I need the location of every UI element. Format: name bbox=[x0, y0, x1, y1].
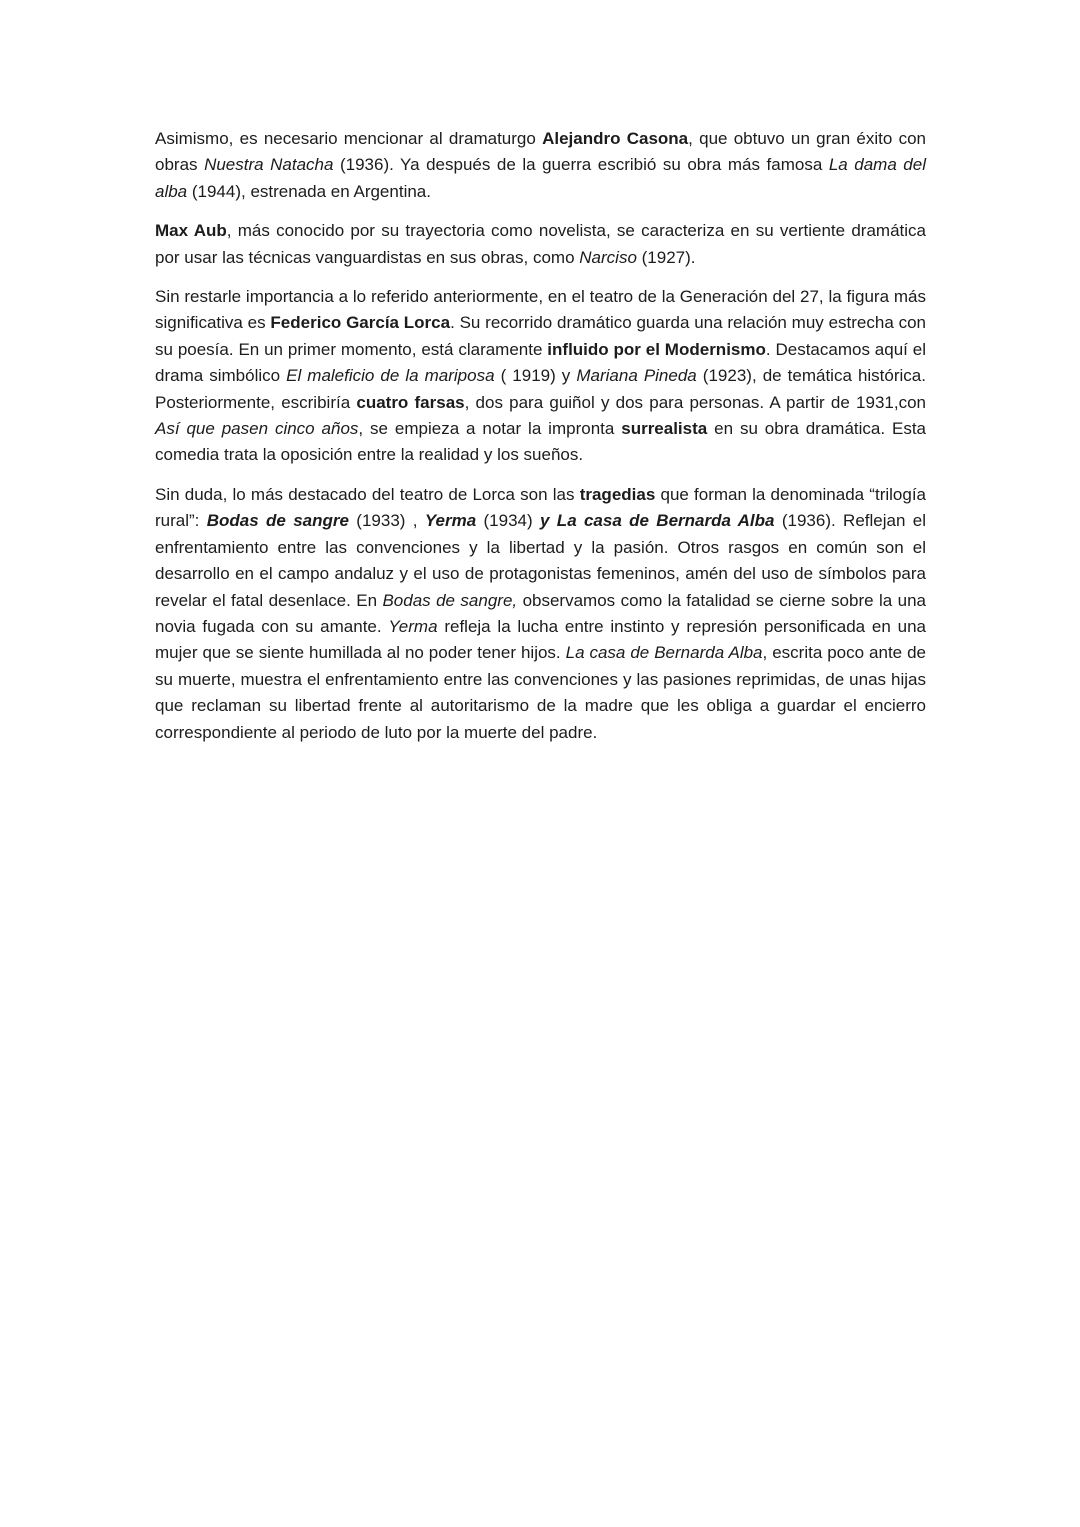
emphasis-bold: Alejandro Casona bbox=[542, 129, 689, 148]
text-run: Asimismo, es necesario mencionar al dramaturgo bbox=[155, 129, 543, 148]
emphasis-italic: Mariana Pineda bbox=[576, 366, 697, 386]
text-run: , dos para guiñol y dos para personas. A partir de 1931,con bbox=[464, 392, 926, 412]
text-run: . Su recorrido dramático guarda una relación muy estrecha con su poesía. En un primer momento, está claramente bbox=[155, 313, 926, 359]
document-body bbox=[155, 126, 926, 759]
emphasis-bold: surrealista bbox=[621, 419, 708, 439]
text-run: (1933) , bbox=[348, 511, 425, 531]
emphasis-italic: Yerma bbox=[388, 616, 438, 636]
text-run: . Destacamos aquí el drama simbólico bbox=[155, 339, 926, 386]
text-run: que forman la denominada “trilogía rural”: bbox=[155, 484, 926, 531]
emphasis-bold: influido por el Modernismo bbox=[547, 339, 766, 359]
text-run: Sin duda, lo más destacado del teatro de Lorca son las bbox=[155, 484, 580, 504]
text-run: (1927). bbox=[636, 247, 696, 267]
paragraph-lorca-overview bbox=[155, 284, 926, 469]
text-run: (1944), estrenada en Argentina. bbox=[187, 181, 431, 201]
emphasis-italic: El maleficio de la mariposa bbox=[286, 366, 495, 386]
emphasis-italic: La casa de Bernarda Alba bbox=[565, 643, 763, 663]
emphasis-bold: y La casa de Bernarda Alba bbox=[540, 511, 775, 531]
emphasis-italic: Nuestra Natacha bbox=[204, 155, 334, 175]
text-run: , se empieza a notar la impronta bbox=[358, 419, 622, 439]
paragraph-lorca-tragedies bbox=[155, 482, 926, 746]
emphasis-italic: Así que pasen cinco años bbox=[155, 419, 359, 439]
text-run: (1936). Ya después de la guerra escribió su obra más famosa bbox=[333, 155, 829, 175]
emphasis-bold: cuatro farsas bbox=[356, 392, 465, 412]
text-run: observamos como la fatalidad se cierne sobre la una novia fugada con su amante. bbox=[155, 590, 926, 636]
text-run: (1936). Reflejan el enfrentamiento entre las convenciones y la libertad y la pasión. Otros rasgos en común son el desarrollo en el campo andaluz y el uso de protagonistas femeninos, amén del uso de símbolos para revelar el fatal desenlace. En bbox=[155, 511, 926, 610]
text-run: , más conocido por su trayectoria como novelista, se caracteriza en su vertiente dramática por usar las técnicas vanguardistas en sus obras, como bbox=[155, 221, 926, 267]
text-run: , que obtuvo un gran éxito con obras bbox=[155, 129, 926, 175]
text-run: (1934) bbox=[476, 511, 541, 531]
text-run: , escrita poco ante de su muerte, muestra el enfrentamiento entre las convenciones y las pasiones reprimidas, de unas hijas que reclaman su libertad frente al autoritarismo de la madre que les obliga a guardar el encierro correspondiente al periodo de luto por la muerte del padre. bbox=[155, 643, 927, 742]
emphasis-bold: Yerma bbox=[424, 511, 477, 531]
emphasis-italic: Narciso bbox=[579, 247, 637, 267]
paragraph-casona bbox=[155, 126, 926, 205]
emphasis-bold: Federico García Lorca bbox=[270, 313, 451, 333]
emphasis-bold: tragedias bbox=[579, 484, 656, 504]
text-run: refleja la lucha entre instinto y represión personificada en una mujer que se siente humillada al no poder tener hijos. bbox=[155, 616, 926, 663]
text-run: ( 1919) y bbox=[494, 366, 577, 386]
text-run: en su obra dramática. Esta comedia trata la oposición entre la realidad y los sueños. bbox=[155, 419, 927, 465]
emphasis-bold: Bodas de sangre bbox=[206, 511, 349, 531]
text-run: (1923), de temática histórica. Posteriormente, escribiría bbox=[155, 366, 926, 412]
text-run: Sin restarle importancia a lo referido anteriormente, en el teatro de la Generación del 27, la figura más significativa es bbox=[155, 287, 926, 333]
emphasis-italic: La dama del alba bbox=[155, 155, 926, 201]
emphasis-bold: Max Aub bbox=[155, 221, 227, 241]
emphasis-italic: Bodas de sangre, bbox=[382, 590, 518, 610]
paragraph-max-aub bbox=[155, 218, 926, 271]
